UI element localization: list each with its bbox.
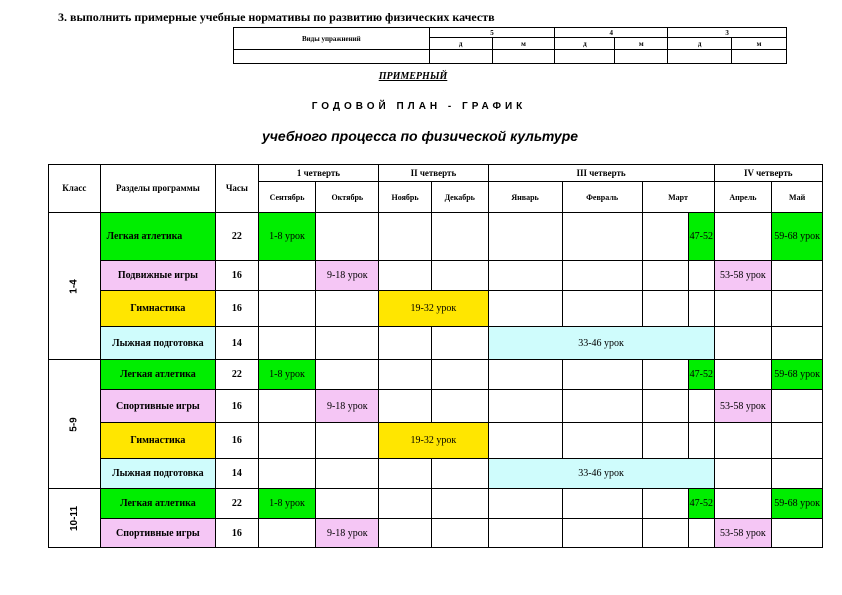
month-april: Апрель [714, 182, 772, 213]
quarter-4-header: IV четверть [714, 165, 822, 182]
hours-cell: 22 [216, 489, 259, 519]
boys-header: м [615, 38, 668, 50]
empty-cell [379, 213, 432, 261]
empty-cell [316, 423, 379, 459]
lesson-block-gymnastics: 19-32 урок [379, 423, 488, 459]
empty-cell [316, 360, 379, 390]
empty-cell [431, 489, 488, 519]
hours-cell: 16 [216, 261, 259, 291]
empty-cell [642, 213, 689, 261]
section-gymnastics: Гимнастика [100, 423, 215, 459]
month-november: Ноябрь [379, 182, 432, 213]
empty-cell [714, 360, 772, 390]
section-skiing: Лыжная подготовка [100, 459, 215, 489]
empty-cell [562, 390, 642, 423]
empty-cell [689, 291, 714, 327]
empty-cell [562, 489, 642, 519]
empty-cell [772, 291, 823, 327]
lesson-block-games: 9-18 урок [316, 261, 379, 291]
empty-cell [379, 261, 432, 291]
hours-cell: 16 [216, 519, 259, 548]
empty-cell [431, 390, 488, 423]
empty-cell [379, 459, 432, 489]
quarter-3-header: III четверть [488, 165, 714, 182]
girls-header: д [668, 38, 732, 50]
empty-cell [555, 50, 615, 64]
empty-cell [488, 390, 562, 423]
lesson-block-gymnastics: 19-32 урок [379, 291, 488, 327]
girls-header: д [555, 38, 615, 50]
empty-cell [488, 489, 562, 519]
schedule-table [48, 164, 823, 548]
hours-header: Часы [216, 165, 259, 213]
boys-header: м [492, 38, 555, 50]
empty-cell [714, 459, 772, 489]
section-games: Спортивные игры [100, 519, 215, 548]
doc-title-line1: ПРИМЕРНЫЙ [378, 71, 448, 82]
empty-cell [316, 213, 379, 261]
norms-table [233, 27, 787, 64]
empty-cell [379, 519, 432, 548]
lesson-block-games: 9-18 урок [316, 390, 379, 423]
empty-cell [379, 390, 432, 423]
sections-header: Разделы программы [100, 165, 215, 213]
empty-cell [379, 360, 432, 390]
lesson-block-athletics: 59-68 урок [772, 360, 823, 390]
doc-title-line3: учебного процесса по физической культуре [261, 128, 579, 144]
empty-cell [689, 390, 714, 423]
empty-cell [316, 459, 379, 489]
month-october: Октябрь [316, 182, 379, 213]
empty-cell [772, 390, 823, 423]
section-heading: 3. выполнить примерные учебные нормативы по развитию физических качеств [58, 10, 495, 24]
grade-3-header: 3 [668, 28, 787, 38]
hours-cell: 16 [216, 390, 259, 423]
girls-header: д [429, 38, 492, 50]
month-february: Февраль [562, 182, 642, 213]
empty-cell [316, 489, 379, 519]
grade-5-header: 5 [429, 28, 555, 38]
empty-cell [772, 519, 823, 548]
hours-cell: 14 [216, 327, 259, 360]
quarter-1-header: 1 четверть [258, 165, 379, 182]
class-label: 5-9 [49, 360, 101, 489]
empty-cell [642, 489, 689, 519]
empty-cell [714, 327, 772, 360]
lesson-block-games: 9-18 урок [316, 519, 379, 548]
class-label: 1-4 [49, 213, 101, 360]
empty-cell [429, 50, 492, 64]
grade-4-header: 4 [555, 28, 668, 38]
section-skiing: Лыжная подготовка [100, 327, 215, 360]
section-gymnastics: Гимнастика [100, 291, 215, 327]
empty-cell [379, 489, 432, 519]
empty-cell [642, 291, 689, 327]
month-january: Январь [488, 182, 562, 213]
empty-cell [642, 519, 689, 548]
empty-cell [431, 519, 488, 548]
month-september: Сентябрь [258, 182, 316, 213]
empty-cell [258, 261, 316, 291]
month-december: Декабрь [431, 182, 488, 213]
empty-cell [431, 261, 488, 291]
lesson-block-athletics: 47-52 [689, 360, 714, 390]
lesson-block-games: 53-58 урок [714, 261, 772, 291]
empty-cell [615, 50, 668, 64]
empty-cell [492, 50, 555, 64]
hours-cell: 22 [216, 213, 259, 261]
empty-cell [258, 423, 316, 459]
lesson-block-athletics: 47-52 [689, 489, 714, 519]
empty-cell [379, 327, 432, 360]
empty-cell [562, 291, 642, 327]
empty-cell [316, 291, 379, 327]
lesson-block-athletics: 1-8 урок [258, 489, 316, 519]
empty-cell [316, 327, 379, 360]
boys-header: м [732, 38, 787, 50]
class-label: 10-11 [49, 489, 101, 548]
empty-cell [258, 291, 316, 327]
empty-cell [689, 261, 714, 291]
hours-cell: 22 [216, 360, 259, 390]
empty-cell [714, 213, 772, 261]
section-athletics: Легкая атлетика [100, 489, 215, 519]
lesson-block-athletics: 47-52 [689, 213, 714, 261]
empty-cell [431, 327, 488, 360]
empty-cell [714, 291, 772, 327]
month-march: Март [642, 182, 714, 213]
empty-cell [431, 459, 488, 489]
hours-cell: 14 [216, 459, 259, 489]
section-athletics: Легкая атлетика [100, 213, 215, 261]
section-athletics: Легкая атлетика [100, 360, 215, 390]
empty-cell [642, 390, 689, 423]
empty-cell [562, 261, 642, 291]
empty-cell [258, 459, 316, 489]
hours-cell: 16 [216, 423, 259, 459]
hours-cell: 16 [216, 291, 259, 327]
empty-cell [689, 423, 714, 459]
lesson-block-skiing: 33-46 урок [488, 327, 714, 360]
exercise-type-header: Виды упражнений [234, 28, 430, 50]
empty-cell [642, 261, 689, 291]
lesson-block-athletics: 59-68 урок [772, 213, 823, 261]
empty-cell [488, 519, 562, 548]
empty-cell [562, 423, 642, 459]
section-games: Подвижные игры [100, 261, 215, 291]
empty-cell [258, 519, 316, 548]
empty-cell [714, 489, 772, 519]
empty-cell [772, 459, 823, 489]
empty-cell [488, 360, 562, 390]
lesson-block-skiing: 33-46 урок [488, 459, 714, 489]
empty-cell [689, 519, 714, 548]
empty-cell [772, 327, 823, 360]
empty-cell [732, 50, 787, 64]
empty-cell [488, 423, 562, 459]
lesson-block-athletics: 1-8 урок [258, 360, 316, 390]
lesson-block-games: 53-58 урок [714, 519, 772, 548]
empty-cell [234, 50, 430, 64]
empty-cell [714, 423, 772, 459]
empty-cell [488, 261, 562, 291]
empty-cell [642, 423, 689, 459]
empty-cell [258, 327, 316, 360]
quarter-2-header: II четверть [379, 165, 488, 182]
empty-cell [488, 291, 562, 327]
empty-cell [668, 50, 732, 64]
lesson-block-athletics: 59-68 урок [772, 489, 823, 519]
month-may: Май [772, 182, 823, 213]
empty-cell [562, 360, 642, 390]
empty-cell [562, 213, 642, 261]
empty-cell [772, 423, 823, 459]
class-header: Класс [49, 165, 101, 213]
empty-cell [431, 360, 488, 390]
empty-cell [562, 519, 642, 548]
empty-cell [488, 213, 562, 261]
doc-title-line2: ГОДОВОЙ ПЛАН - ГРАФИК [311, 101, 527, 112]
lesson-block-games: 53-58 урок [714, 390, 772, 423]
section-games: Спортивные игры [100, 390, 215, 423]
empty-cell [431, 213, 488, 261]
empty-cell [642, 360, 689, 390]
empty-cell [772, 261, 823, 291]
empty-cell [258, 390, 316, 423]
lesson-block-athletics: 1-8 урок [258, 213, 316, 261]
